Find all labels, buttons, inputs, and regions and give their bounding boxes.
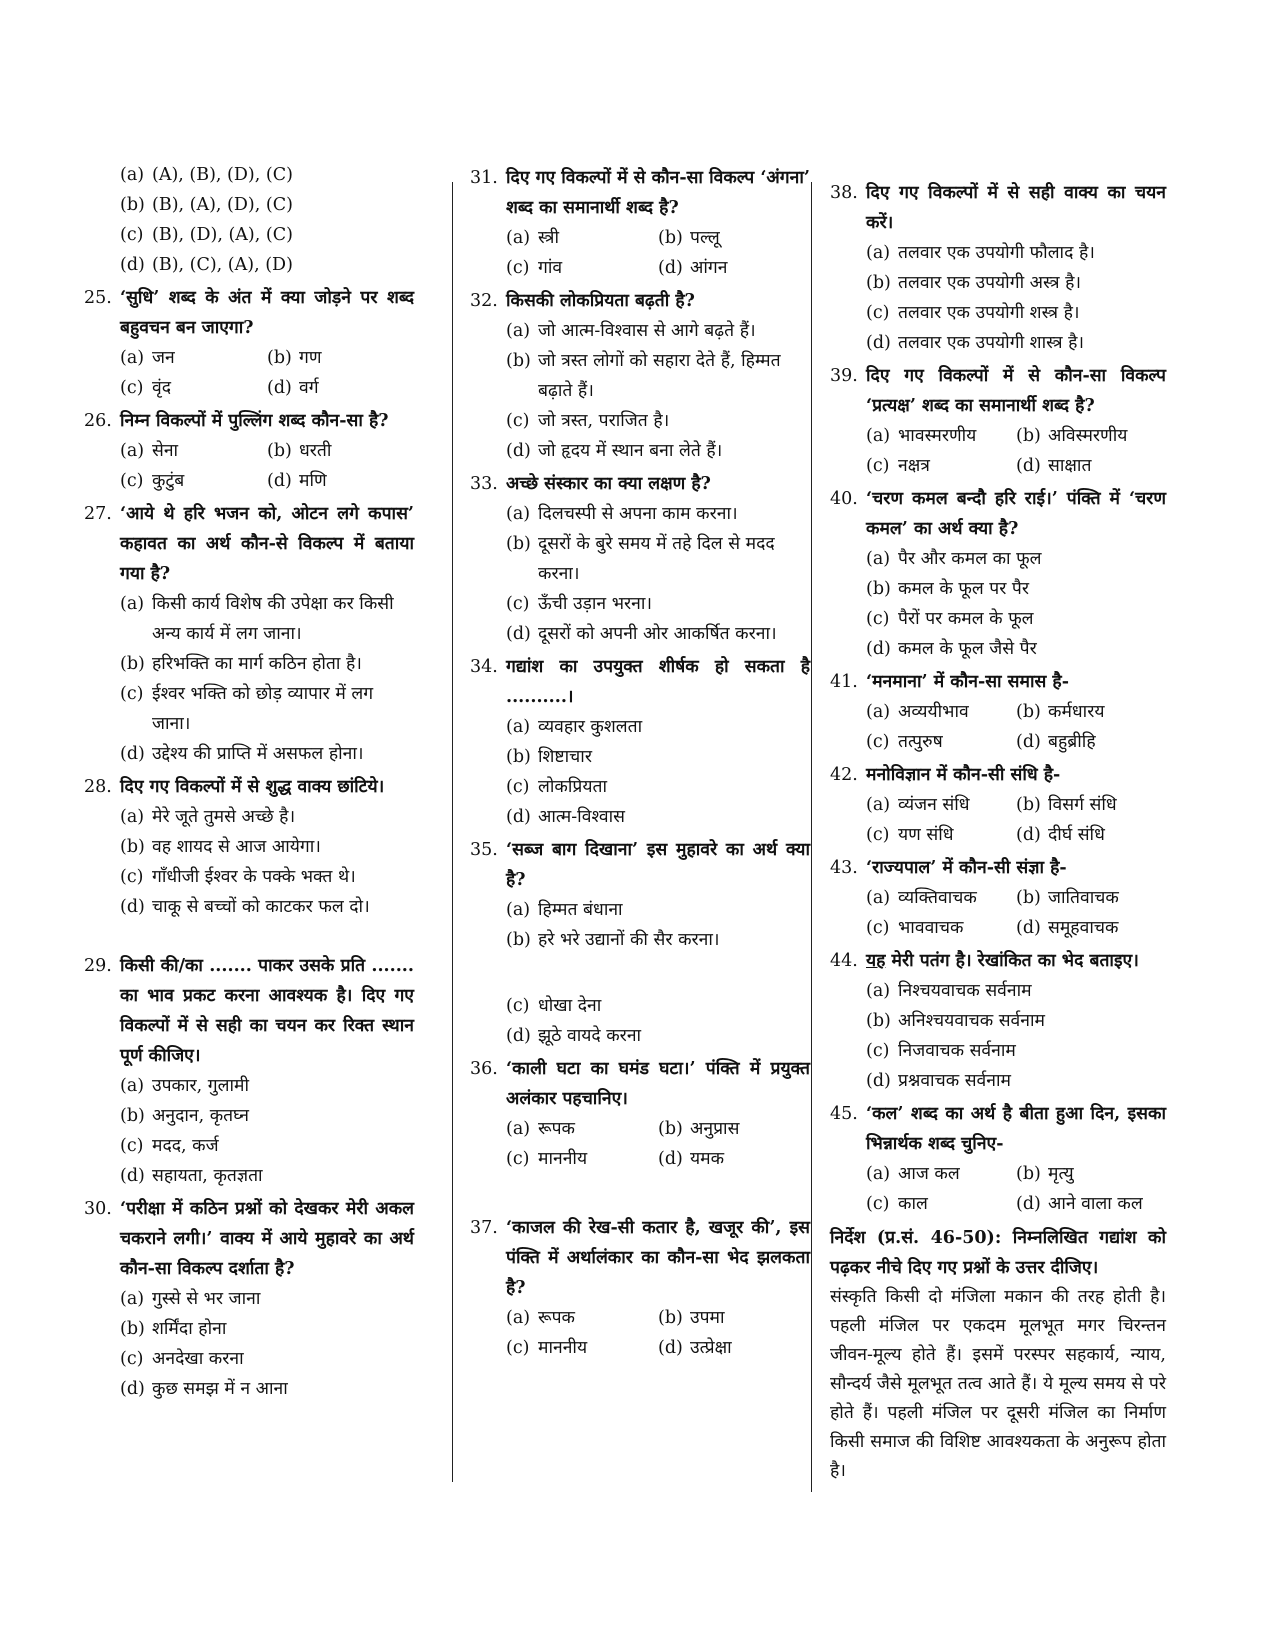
option-d[interactable]: (d) कमल के फूल जैसे पैर bbox=[866, 639, 1037, 659]
option-c[interactable]: (c) तलवार एक उपयोगी शस्त्र है। bbox=[866, 303, 1080, 323]
question-number: 41. bbox=[830, 672, 858, 692]
question-text: दिए गए विकल्पों में से सही वाक्य का चयन करें। bbox=[866, 183, 1166, 233]
question-text: दिए गए विकल्पों में से कौन-सा विकल्प ‘अंगना’ शब्द का समानार्थी शब्द है? bbox=[506, 168, 810, 218]
option-d[interactable]: (d) आने वाला कल bbox=[1016, 1194, 1143, 1214]
question-38 bbox=[830, 178, 1166, 358]
option-d[interactable]: (d) चाकू से बच्चों को काटकर फल दो। bbox=[120, 897, 370, 917]
question-41 bbox=[830, 667, 1166, 757]
question-42 bbox=[830, 760, 1166, 850]
spacer bbox=[84, 922, 414, 948]
option-a[interactable]: (a) गुस्से से भर जाना bbox=[120, 1289, 261, 1309]
question-text: दिए गए विकल्पों में से शुद्ध वाक्य छांटिये। bbox=[120, 777, 385, 797]
question-number: 44. bbox=[830, 951, 858, 971]
question-number: 32. bbox=[470, 291, 498, 311]
option-b[interactable]: (b) गण bbox=[267, 348, 322, 368]
option-a[interactable]: (a) (A), (B), (D), (C) bbox=[120, 165, 293, 185]
question-34 bbox=[470, 652, 810, 832]
question-text: ‘कल’ शब्द का अर्थ है बीता हुआ दिन, इसका भिन्नार्थक शब्द चुनिए- bbox=[866, 1104, 1166, 1154]
option-a[interactable]: (a) मेरे जूते तुमसे अच्छे है। bbox=[120, 807, 296, 827]
column-middle bbox=[470, 160, 810, 1363]
option-d[interactable]: (d) जो हृदय में स्थान बना लेते हैं। bbox=[506, 441, 723, 461]
question-number: 35. bbox=[470, 840, 498, 860]
option-a[interactable]: (a) तलवार एक उपयोगी फौलाद है। bbox=[866, 243, 1095, 263]
question-text: गद्यांश का उपयुक्त शीर्षक हो सकता है ..........। bbox=[506, 657, 810, 707]
option-c[interactable]: (c) नक्षत्र bbox=[866, 456, 930, 476]
option-b[interactable]: (b) वह शायद से आज आयेगा। bbox=[120, 837, 321, 857]
option-c[interactable]: (c) लोकप्रियता bbox=[506, 777, 607, 797]
option-a[interactable]: (a) व्यंजन संधि bbox=[866, 795, 970, 815]
option-b[interactable]: (b) (B), (A), (D), (C) bbox=[120, 195, 293, 215]
option-d[interactable]: (d) साक्षात bbox=[1016, 456, 1092, 476]
option-c[interactable]: (c) वृंद bbox=[120, 378, 172, 398]
option-b[interactable]: (b) अनुप्रास bbox=[658, 1119, 740, 1139]
column-left bbox=[84, 160, 414, 1404]
option-c[interactable]: (c) मदद, कर्ज bbox=[120, 1136, 219, 1156]
passage-text: संस्कृति किसी दो मंजिला मकान की तरह होती है। पहली मंजिल पर एकदम मूलभूत मगर चिरन्तन जीवन-मूल्य होते हैं। इसमें परस्पर सहकार्य, न्याय, सौन्दर्य जैसे मूलभूत तत्व आते हैं। ये मूल्य समय से परे होते हैं। पहली मंजिल पर दूसरी मंजिल का निर्माण किसी समाज की विशिष्ट आवश्यकता के अनुरूप होता है। bbox=[830, 1287, 1166, 1481]
question-30 bbox=[84, 1194, 414, 1404]
option-b[interactable]: (b) धरती bbox=[267, 441, 332, 461]
question-number: 36. bbox=[470, 1059, 498, 1079]
option-c[interactable]: (c) धोखा देना bbox=[506, 996, 602, 1016]
option-d[interactable]: (d) (B), (C), (A), (D) bbox=[120, 255, 293, 275]
option-a[interactable]: (a) अव्ययीभाव bbox=[866, 702, 969, 722]
question-44 bbox=[830, 946, 1166, 1096]
question-number: 45. bbox=[830, 1104, 858, 1124]
question-28 bbox=[84, 772, 414, 922]
option-d[interactable]: (d) मणि bbox=[267, 471, 327, 491]
option-d[interactable]: (d) आत्म-विश्वास bbox=[506, 807, 625, 827]
option-b[interactable]: (b) जो त्रस्त लोगों को सहारा देते हैं, हिम्मत बढ़ाते हैं। bbox=[506, 351, 781, 401]
option-c[interactable]: (c) पैरों पर कमल के फूल bbox=[866, 609, 1034, 629]
question-text: किसकी लोकप्रियता बढ़ती है? bbox=[506, 291, 695, 311]
option-a[interactable]: (a) रूपक bbox=[506, 1119, 575, 1139]
option-d[interactable]: (d) कुछ समझ में न आना bbox=[120, 1379, 288, 1399]
question-number: 27. bbox=[84, 504, 112, 524]
option-c[interactable]: (c) जो त्रस्त, पराजित है। bbox=[506, 411, 670, 431]
option-a[interactable]: (a) रूपक bbox=[506, 1308, 575, 1328]
option-c[interactable]: (c) काल bbox=[866, 1194, 928, 1214]
column-right bbox=[830, 160, 1166, 1486]
question-43 bbox=[830, 853, 1166, 943]
option-c[interactable]: (c) गांव bbox=[506, 258, 563, 278]
option-a[interactable]: (a) दिलचस्पी से अपना काम करना। bbox=[506, 504, 738, 524]
question-27 bbox=[84, 499, 414, 769]
question-37 bbox=[470, 1213, 810, 1363]
option-a[interactable]: (a) व्यवहार कुशलता bbox=[506, 717, 643, 737]
question-text: किसी की/का ....... पाकर उसके प्रति ....... का भाव प्रकट करना आवश्यक है। दिए गए विकल्पों में से सही का चयन कर रिक्त स्थान पूर्ण कीजिए। bbox=[120, 956, 414, 1066]
option-c[interactable]: (c) अनदेखा करना bbox=[120, 1349, 244, 1369]
option-a[interactable]: (a) किसी कार्य विशेष की उपेक्षा कर किसी अन्य कार्य में लग जाना। bbox=[120, 594, 394, 644]
option-a[interactable]: (a) निश्चयवाचक सर्वनाम bbox=[866, 981, 1032, 1001]
question-number: 29. bbox=[84, 956, 112, 976]
question-text: ‘आये थे हरि भजन को, ओटन लगे कपास’ कहावत का अर्थ कौन-से विकल्प में बताया गया है? bbox=[120, 504, 414, 584]
option-c[interactable]: (c) ऊँची उड़ान भरना। bbox=[506, 594, 653, 614]
question-number: 43. bbox=[830, 858, 858, 878]
option-d[interactable]: (d) झूठे वायदे करना bbox=[506, 1026, 642, 1046]
column-divider-left bbox=[452, 182, 453, 1482]
option-b[interactable]: (b) शिष्टाचार bbox=[506, 747, 592, 767]
question-number: 40. bbox=[830, 489, 858, 509]
option-c[interactable]: (c) निजवाचक सर्वनाम bbox=[866, 1041, 1016, 1061]
option-c[interactable]: (c) कुटुंब bbox=[120, 471, 185, 491]
passage-direction: निर्देश (प्र.सं. 46-50): निम्नलिखित गद्यांश को पढ़कर नीचे दिए गए प्रश्नों के उत्तर दीजिए। bbox=[830, 1228, 1166, 1278]
question-number: 38. bbox=[830, 183, 858, 203]
option-c[interactable]: (c) माननीय bbox=[506, 1338, 588, 1358]
option-d[interactable]: (d) सहायता, कृतज्ञता bbox=[120, 1166, 263, 1186]
option-a[interactable]: (a) जो आत्म-विश्वास से आगे बढ़ते हैं। bbox=[506, 321, 756, 341]
question-text: ‘काजल की रेख-सी कतार है, खजूर की’, इस पंक्ति में अर्थालंकार का कौन-सा भेद झलकता है? bbox=[506, 1218, 810, 1298]
option-a[interactable]: (a) जन bbox=[120, 348, 175, 368]
question-number: 34. bbox=[470, 657, 498, 677]
option-b[interactable]: (b) हरिभक्ति का मार्ग कठिन होता है। bbox=[120, 654, 362, 674]
question-number: 30. bbox=[84, 1199, 112, 1219]
option-c[interactable]: (c) यण संधि bbox=[866, 825, 954, 845]
option-b[interactable]: (b) जातिवाचक bbox=[1016, 888, 1119, 908]
option-c[interactable]: (c) माननीय bbox=[506, 1149, 588, 1169]
q24-options-continued bbox=[120, 160, 414, 280]
question-33 bbox=[470, 469, 810, 649]
question-number: 26. bbox=[84, 411, 112, 431]
option-c[interactable]: (c) तत्पुरुष bbox=[866, 732, 943, 752]
option-a[interactable]: (a) हिम्मत बंधाना bbox=[506, 900, 623, 920]
spacer bbox=[506, 955, 810, 991]
question-35 bbox=[470, 835, 810, 1051]
option-b[interactable]: (b) शर्मिंदा होना bbox=[120, 1319, 227, 1339]
question-number: 33. bbox=[470, 474, 498, 494]
question-36 bbox=[470, 1054, 810, 1174]
question-text: यह मेरी पतंग है। रेखांकित का भेद बताइए। bbox=[866, 951, 1139, 971]
question-text: निम्न विकल्पों में पुल्लिंग शब्द कौन-सा है? bbox=[120, 411, 389, 431]
question-text: दिए गए विकल्पों में से कौन-सा विकल्प ‘प्रत्यक्ष’ शब्द का समानार्थी शब्द है? bbox=[866, 366, 1166, 416]
question-number: 39. bbox=[830, 366, 858, 386]
question-26 bbox=[84, 406, 414, 496]
question-25 bbox=[84, 283, 414, 403]
question-text: ‘मनमाना’ में कौन-सा समास है- bbox=[866, 672, 1069, 692]
question-45 bbox=[830, 1099, 1166, 1219]
question-text: ‘राज्यपाल’ में कौन-सी संज्ञा है- bbox=[866, 858, 1067, 878]
option-d[interactable]: (d) यमक bbox=[658, 1149, 725, 1169]
question-39 bbox=[830, 361, 1166, 481]
question-number: 37. bbox=[470, 1218, 498, 1238]
option-c[interactable]: (c) गाँधीजी ईश्वर के पक्के भक्त थे। bbox=[120, 867, 356, 887]
option-a[interactable]: (a) व्यक्तिवाचक bbox=[866, 888, 977, 908]
option-d[interactable]: (d) उद्देश्य की प्राप्ति में असफल होना। bbox=[120, 744, 364, 764]
option-a[interactable]: (a) पैर और कमल का फूल bbox=[866, 549, 1042, 569]
option-b[interactable]: (b) अनुदान, कृतघ्न bbox=[120, 1106, 250, 1126]
question-text: ‘चरण कमल बन्दौ हरि राई।’ पंक्ति में ‘चरण कमल’ का अर्थ क्या है? bbox=[866, 489, 1166, 539]
question-text: ‘परीक्षा में कठिन प्रश्नों को देखकर मेरी अकल चकराने लगी।’ वाक्य में आये मुहावरे का अर्थ कौन-सा विकल्प दर्शाता है? bbox=[120, 1199, 414, 1279]
option-d[interactable]: (d) आंगन bbox=[658, 258, 728, 278]
question-number: 42. bbox=[830, 765, 858, 785]
option-c[interactable]: (c) ईश्वर भक्ति को छोड़ व्यापार में लग जाना। bbox=[120, 684, 374, 734]
spacer bbox=[470, 1174, 810, 1210]
option-d[interactable]: (d) दूसरों को अपनी ओर आकर्षित करना। bbox=[506, 624, 777, 644]
question-text: ‘सब्ज बाग दिखाना’ इस मुहावरे का अर्थ क्या है? bbox=[506, 840, 810, 890]
column-divider-right bbox=[811, 182, 812, 1492]
question-31 bbox=[470, 163, 810, 283]
option-a[interactable]: (a) आज कल bbox=[866, 1164, 960, 1184]
option-b[interactable]: (b) मृत्यु bbox=[1016, 1164, 1074, 1184]
option-a[interactable]: (a) सेना bbox=[120, 441, 179, 461]
question-text: ‘सुधि’ शब्द के अंत में क्या जोड़ने पर शब्द बहुवचन बन जाएगा? bbox=[120, 288, 414, 338]
option-d[interactable]: (d) तलवार एक उपयोगी शास्त्र है। bbox=[866, 333, 1085, 353]
option-a[interactable]: (a) भावस्मरणीय bbox=[866, 426, 977, 446]
option-d[interactable]: (d) समूहवाचक bbox=[1016, 918, 1119, 938]
option-b[interactable]: (b) पल्लू bbox=[658, 228, 720, 248]
question-number: 28. bbox=[84, 777, 112, 797]
option-b[interactable]: (b) अनिश्चयवाचक सर्वनाम bbox=[866, 1011, 1045, 1031]
option-a[interactable]: (a) उपकार, गुलामी bbox=[120, 1076, 250, 1096]
question-text: ‘काली घटा का घमंड घटा।’ पंक्ति में प्रयुक्त अलंकार पहचानिए। bbox=[506, 1059, 810, 1109]
option-d[interactable]: (d) उत्प्रेक्षा bbox=[658, 1338, 732, 1358]
question-number: 25. bbox=[84, 288, 112, 308]
option-b[interactable]: (b) कर्मधारय bbox=[1016, 702, 1105, 722]
option-b[interactable]: (b) अविस्मरणीय bbox=[1016, 426, 1128, 446]
question-40 bbox=[830, 484, 1166, 664]
question-text: मनोविज्ञान में कौन-सी संधि है- bbox=[866, 765, 1061, 785]
option-d[interactable]: (d) प्रश्नवाचक सर्वनाम bbox=[866, 1071, 1011, 1091]
underlined-word: यह bbox=[866, 951, 886, 971]
question-32 bbox=[470, 286, 810, 466]
option-b[interactable]: (b) दूसरों के बुरे समय में तहे दिल से मदद करना। bbox=[506, 534, 775, 584]
option-b[interactable]: (b) हरे भरे उद्यानों की सैर करना। bbox=[506, 930, 720, 950]
question-text: अच्छे संस्कार का क्या लक्षण है? bbox=[506, 474, 711, 494]
option-d[interactable]: (d) दीर्घ संधि bbox=[1016, 825, 1105, 845]
option-d[interactable]: (d) बहुब्रीहि bbox=[1016, 732, 1096, 752]
question-number: 31. bbox=[470, 168, 498, 188]
option-a[interactable]: (a) स्त्री bbox=[506, 228, 559, 248]
option-c[interactable]: (c) भाववाचक bbox=[866, 918, 964, 938]
option-b[interactable]: (b) तलवार एक उपयोगी अस्त्र है। bbox=[866, 273, 1081, 293]
option-c[interactable]: (c) (B), (D), (A), (C) bbox=[120, 225, 293, 245]
option-b[interactable]: (b) उपमा bbox=[658, 1308, 725, 1328]
option-b[interactable]: (b) विसर्ग संधि bbox=[1016, 795, 1117, 815]
option-d[interactable]: (d) वर्ग bbox=[267, 378, 319, 398]
question-29 bbox=[84, 951, 414, 1191]
option-b[interactable]: (b) कमल के फूल पर पैर bbox=[866, 579, 1030, 599]
